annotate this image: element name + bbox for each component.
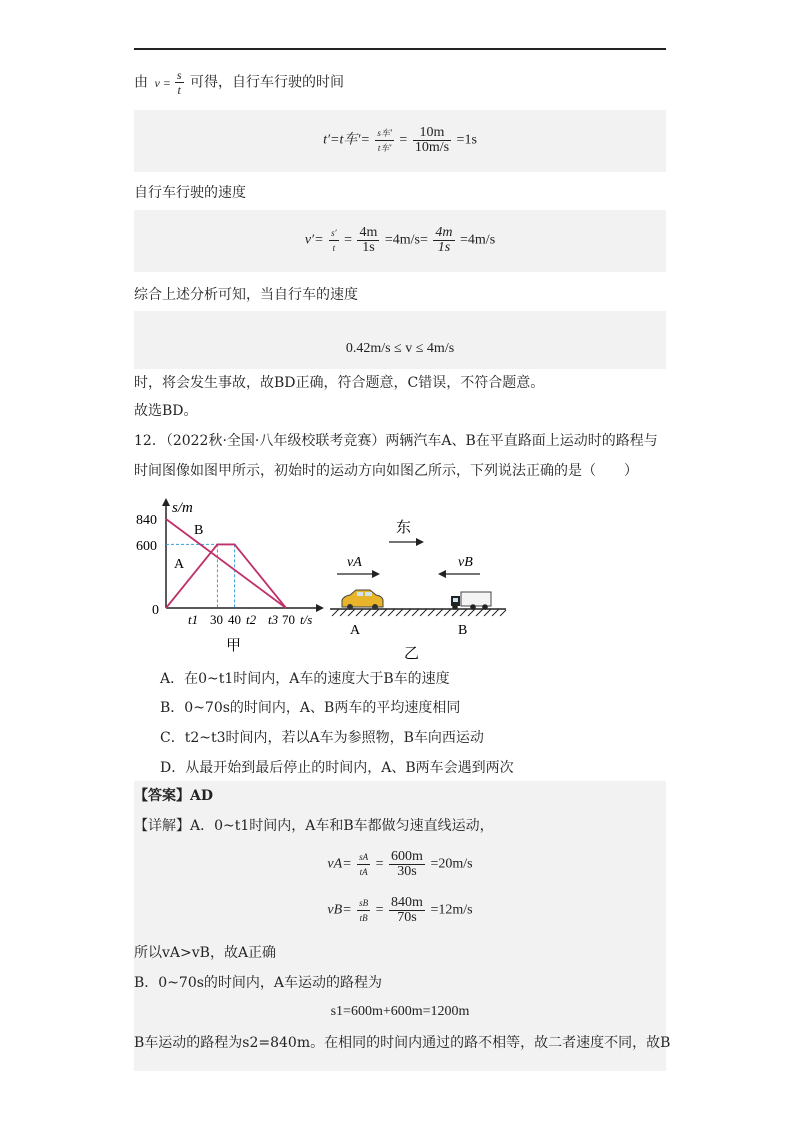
y-axis-label: s/m [172, 500, 193, 516]
line-label-a: A [174, 557, 185, 572]
question-12-line2: 时间图像如图甲所示，初始时的运动方向如图乙所示，下列说法正确的是（ ） [134, 463, 638, 479]
y-tick-840: 840 [136, 513, 157, 528]
intro-line: 由 v = $\frac{s}{t}$ 可得，自行车行驶的时间 [134, 68, 345, 97]
car-a-icon [342, 590, 383, 610]
x-tick-30: 30 [210, 612, 223, 627]
x-tick-t3: t3 [268, 612, 279, 627]
option-d: D．从最开始到最后停止的时间内，A、B两车会遇到两次 [160, 760, 514, 776]
x-tick-70: 70 [282, 612, 295, 627]
vb-label: vB [458, 555, 473, 570]
y-tick-600: 600 [136, 539, 157, 554]
option-a: A．在0~t1时间内，A车的速度大于B车的速度 [160, 671, 450, 687]
x-tick-t2: t2 [246, 612, 257, 627]
figure-panel [134, 490, 666, 660]
v-equals-s-over-t: v = [154, 75, 171, 90]
option-b: B．0~70s的时间内，A、B两车的平均速度相同 [160, 700, 461, 716]
question-12-line1: 12．（2022秋·全国·八年级校联考竞赛）两辆汽车A、B在平直路面上运动时的路程与 [134, 433, 658, 449]
s1-formula: s1=600m+600m=1200m [330, 1004, 470, 1019]
vb-arrow-head [438, 570, 446, 578]
truck-b-icon [451, 592, 491, 610]
va-formula: vA= $\frac{sA}{tA}$ = $\frac{600m}{30s}$ =20m/s [327, 849, 473, 879]
x-axis-arrow [316, 604, 324, 612]
chart-jia [136, 498, 324, 654]
line-label-b: B [194, 523, 204, 538]
scene-yi [330, 519, 506, 660]
formula-box-range: 0.42m/s ≤ v ≤ 4m/s [134, 311, 666, 369]
vb-formula: vB= $\frac{sB}{tB}$ = $\frac{840m}{70s}$ =12m/s [327, 895, 473, 925]
x-tick-40: 40 [228, 612, 241, 627]
caption-jia: 甲 [226, 638, 242, 654]
va-arrow-head [372, 570, 380, 578]
y-axis-arrow [162, 498, 170, 506]
header-rule [134, 48, 666, 50]
b-last-line: B车运动的路程为s2=840m。在相同的时间内通过的路不相等，故二者速度不同，故B [134, 1035, 671, 1051]
car-a-label: A [350, 623, 361, 638]
formula-box-time: t′=t车′= $\frac{\text{s车′}}{\text{t车′}}$ = $\frac{10m}{10m/s}$ =1s [134, 110, 666, 172]
x-tick-t1: t1 [188, 612, 199, 627]
conclusion-line: 时，将会发生事故，故BD正确，符合题意，C错误，不符合题意。 [134, 375, 545, 391]
formula-box-speed: v′= $\frac{s'}{t}$ = $\frac{4m}{1s}$ =4m/s= $\frac{4m}{1s}$ =4m/s [134, 210, 666, 272]
x-axis-label: t/s [300, 612, 313, 627]
detail-line: 【详解】A．0~t1时间内，A车和B车都做匀速直线运动， [134, 818, 494, 834]
ground-hatching [332, 609, 506, 616]
b-line: B．0~70s的时间内，A车运动的路程为 [134, 975, 383, 991]
label-speed: 自行车行驶的速度 [134, 185, 246, 201]
direction-east-label: 东 [396, 520, 412, 536]
so-line: 所以vA>vB，故A正确 [134, 945, 277, 961]
label-summary: 综合上述分析可知，当自行车的速度 [134, 287, 358, 303]
answer-label: 【答案】AD [134, 788, 214, 804]
east-arrow-head [416, 538, 424, 546]
series-line-a [166, 544, 286, 608]
option-c: C．t2~t3时间内，若以A车为参照物，B车向西运动 [160, 730, 484, 746]
car-b-label: B [458, 623, 468, 638]
y-tick-0: 0 [152, 603, 159, 618]
answer-bd-line: 故选BD。 [134, 403, 198, 419]
va-label: vA [347, 555, 362, 570]
caption-yi: 乙 [404, 646, 420, 660]
